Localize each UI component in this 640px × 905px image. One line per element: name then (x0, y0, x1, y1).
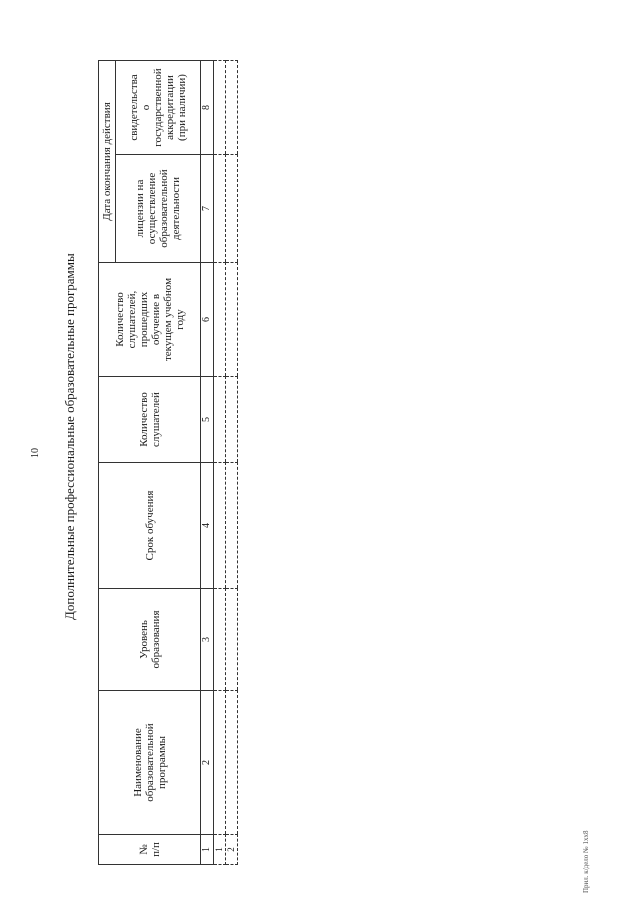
column-number-row (201, 61, 214, 865)
column-number: 6 (201, 263, 214, 377)
table-cell (226, 463, 238, 589)
header-license: лицензии на осуществление образовательной деятельности (116, 155, 201, 263)
table-cell (226, 155, 238, 263)
table-cell (226, 691, 238, 835)
table-cell (214, 463, 226, 589)
table-cell (226, 377, 238, 463)
header-num: № п/п (99, 835, 201, 865)
header-expiry-group: Дата окончания действия (99, 61, 116, 263)
header-students-count: Количество слушателей (99, 377, 201, 463)
page-number: 10 (30, 448, 41, 458)
header-trained-count: Количество слушателей, прошедших обучение в текущем учебном году (99, 263, 201, 377)
table-cell (214, 589, 226, 691)
header-education-level: Уровень образования (99, 589, 201, 691)
column-number: 8 (201, 61, 214, 155)
column-number: 7 (201, 155, 214, 263)
header-study-term: Срок обучения (99, 463, 201, 589)
row-number: 1 (214, 835, 226, 865)
footer-note: Прил. к/дело № 1хх8 (582, 830, 590, 893)
column-number: 2 (201, 691, 214, 835)
table-cell (214, 377, 226, 463)
table-cell (214, 61, 226, 155)
table-cell (214, 691, 226, 835)
header-program-name: Наименование образовательной программы (99, 691, 201, 835)
header-row-1 (99, 61, 116, 865)
row-number: 2 (226, 835, 238, 865)
column-number: 5 (201, 377, 214, 463)
table-cell (214, 155, 226, 263)
table-cell (226, 61, 238, 155)
table-cell (226, 263, 238, 377)
column-number: 3 (201, 589, 214, 691)
table-cell (226, 589, 238, 691)
column-number: 1 (201, 835, 214, 865)
page-title: Дополнительные профессиональные образовательные программы (62, 253, 77, 620)
column-number: 4 (201, 463, 214, 589)
header-accreditation: свидетельства о государственной аккредитации (при наличии) (116, 61, 201, 155)
table-cell (214, 263, 226, 377)
table-row (226, 61, 238, 865)
table-row (214, 61, 226, 865)
programs-table (98, 60, 238, 865)
